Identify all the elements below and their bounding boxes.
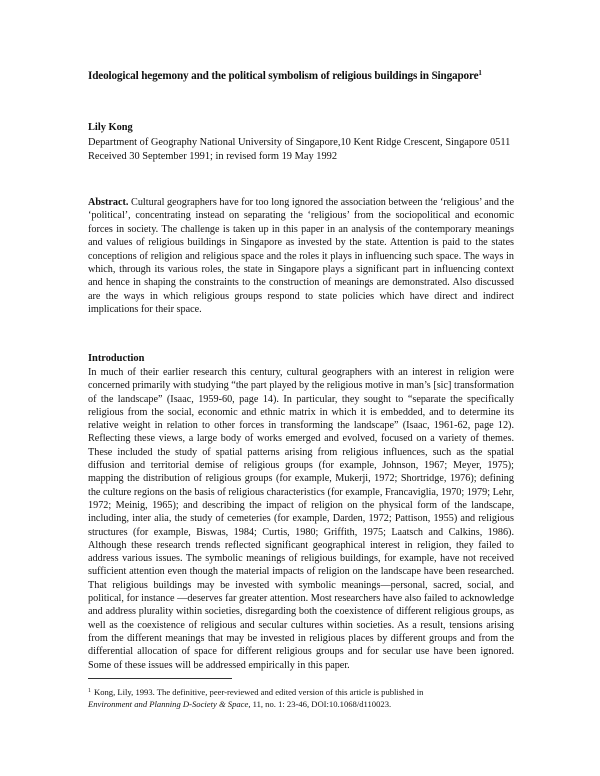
- abstract-label: Abstract.: [88, 197, 129, 208]
- title-text: Ideological hegemony and the political symbolism of religious buildings in Singapore: [88, 70, 479, 82]
- received-dates: Received 30 September 1991; in revised form 19 May 1992: [88, 151, 338, 162]
- title-footnote-mark[interactable]: 1: [478, 69, 482, 77]
- footnote: [88, 685, 518, 710]
- footnote-citation: , 11, no. 1: 23-46, DOI:10.1068/d110023.: [248, 699, 392, 709]
- abstract-text: Cultural geographers have for too long ignored the association between the ‘religious’ and the ‘political’, concentrating instead on separating the ‘religious’ from the sociopolitical and economic forces in society. The challenge is taken up in this paper in an analysis of the contemporary meanings and values of religious buildings in Singapore as invested by the state. Attention is paid to the states conceptions of religion and religious space and the roles it plays in influencing such space. The ways in which, through its various roles, the state in Singapore plays a significant part in influencing context and hence in shaping the constraints to the construction of meanings are demonstrated. Also discussed are the ways in which religious groups respond to state policies which have direct and indirect implications for their space.: [88, 197, 514, 316]
- footnote-divider: [88, 678, 232, 679]
- author-affiliation: Department of Geography National University of Singapore,10 Kent Ridge Crescent, Singapore 0511: [88, 136, 511, 148]
- introduction-body: In much of their earlier research this century, cultural geographers with an interest in religion were concerned primarily with studying “the part played by the religious motive in man’s [sic] transformation of the landscape” (Isaac, 1959-60, page 14). In particular, they sought to “separate the specifically religious from the social, economic and ethnic matrix in which it is embedded, and to determine its relative weight in relation to other forces in transforming the landscape” (Isaac, 1961-62, page 12). Reflecting these views, a large body of works emerged and evolved, focused on a variety of themes. These included the study of spatial patterns arising from religious influences, such as the spatial diffusion and territorial demise of religious groups (for example, Johnson, 1967; Meyer, 1975); mapping the distribution of religious groups (for example, Mukerji, 1972; Shortridge, 1976); defining the culture regions on the basis of religious characteristics (for example, Francaviglia, 1970; 1979; Lehr, 1972; Meinig, 1965); and describing the impact of religion on the physical form of the landscape, including, inter alia, the study of cemeteries (for example, Darden, 1972; Pattison, 1955) and religious structures (for example, Biswas, 1984; Curtis, 1980; Griffith, 1975; Laatsch and Calkins, 1986). Although these research trends reflected significant geographical interest in religion, they failed to address various issues. The symbolic meanings of religious buildings, for example, have not received sufficient attention even though the material impacts of religion on the landscape have been researched. That religious buildings may be invested with symbolic meanings—personal, sacred, social, and political, for instance —deserves far greater attention. Most researchers have also failed to acknowledge and address plurality within societies, disregarding both the coexistence of different religious groups, as well as the coexistence of religious and secular cultures within societies. As a result, tensions arising from the different meanings that may be invested in religious places by different groups and from the differential allocation of space for different religious groups and for secular use have been ignored. Some of these issues will be addressed empirically in this paper.: [88, 367, 514, 671]
- paper-title: [88, 69, 528, 82]
- author-name: Lily Kong: [88, 122, 133, 133]
- author-block: [88, 121, 514, 165]
- section-heading-introduction: Introduction: [88, 353, 145, 364]
- footnote-mark: 1: [88, 688, 91, 694]
- footnote-journal: Environment and Planning D-Society & Space: [88, 699, 249, 709]
- footnote-text: Kong, Lily, 1993. The definitive, peer-reviewed and edited version of this article is published in: [94, 687, 424, 697]
- abstract: [88, 196, 514, 317]
